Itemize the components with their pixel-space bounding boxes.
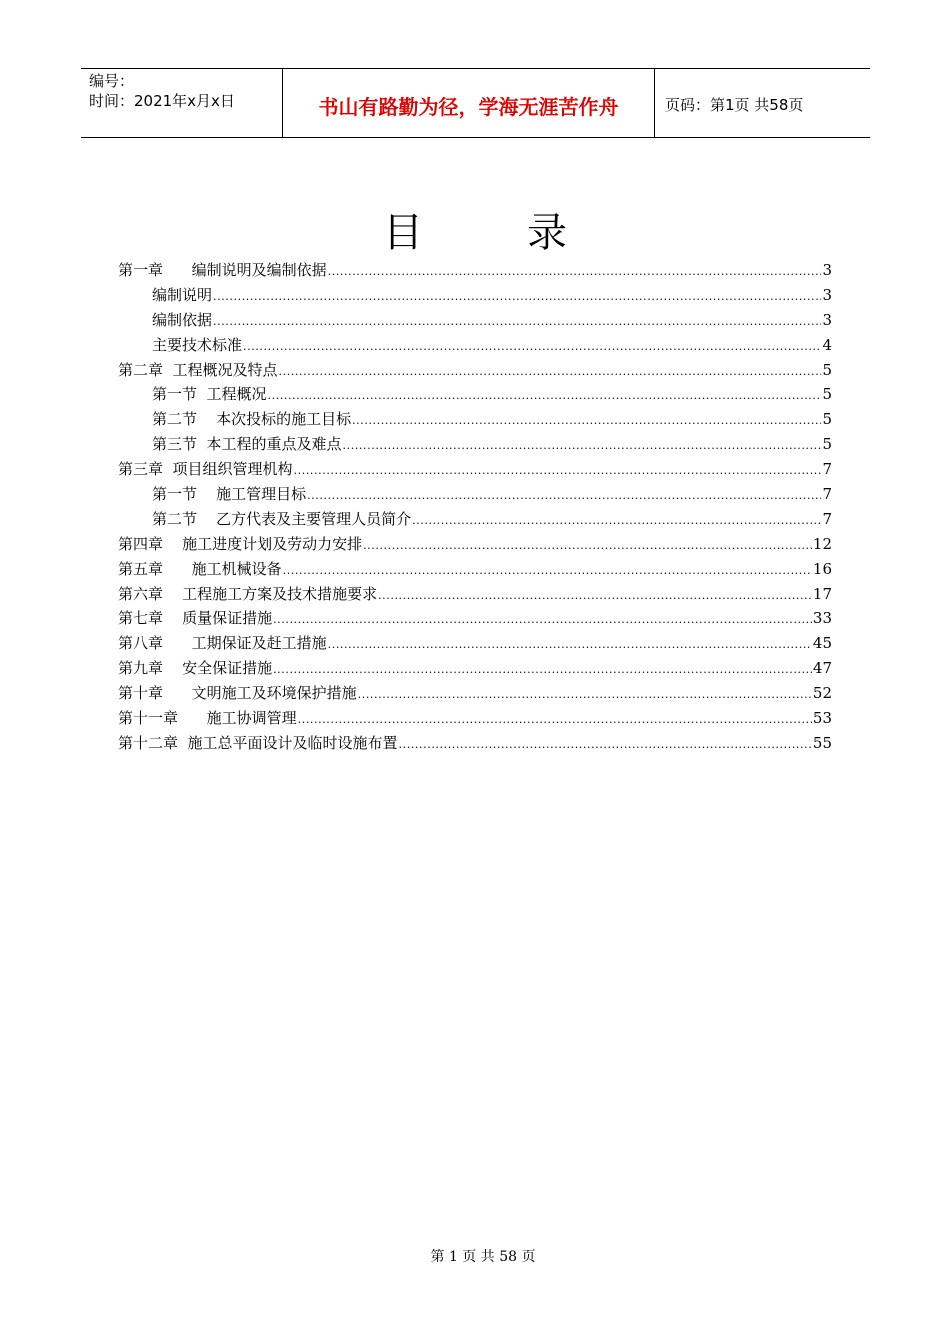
title-char-2: 录 <box>527 210 567 256</box>
toc-leader-dots <box>273 608 812 633</box>
toc-entry[interactable] <box>118 333 832 358</box>
toc-entry-label: 第二节 乙方代表及主要管理人员简介 <box>152 509 412 528</box>
toc-leader-dots <box>279 360 822 385</box>
toc-entry[interactable] <box>118 731 832 756</box>
toc-entry[interactable] <box>118 432 832 457</box>
toc-leader-dots <box>213 310 821 335</box>
toc-entry-page: 55 <box>812 733 832 752</box>
toc-leader-dots <box>363 534 812 559</box>
toc-leader-dots <box>268 384 822 409</box>
toc-entry-label: 第四章 施工进度计划及劳动力安排 <box>118 534 363 553</box>
toc-entry-label: 第八章 工期保证及赶工措施 <box>118 634 327 653</box>
toc-entry-label: 第一节 施工管理目标 <box>152 485 307 504</box>
table-of-contents <box>118 258 832 756</box>
toc-entry-label: 第十一章 施工协调管理 <box>118 709 297 728</box>
toc-entry-page: 16 <box>812 559 832 578</box>
toc-entry[interactable] <box>118 582 832 607</box>
page-footer: 第 1 页 共 58 页 <box>430 1249 536 1265</box>
toc-entry-page: 12 <box>812 534 832 553</box>
toc-leader-dots <box>273 658 812 683</box>
toc-entry-page: 3 <box>822 261 832 279</box>
toc-leader-dots <box>213 285 821 310</box>
toc-entry-page: 17 <box>812 584 832 603</box>
toc-entry-label: 第七章 质量保证措施 <box>118 609 273 628</box>
toc-entry-page: 3 <box>822 285 832 304</box>
toc-entry[interactable] <box>118 681 832 706</box>
toc-entry-label: 第六章 工程施工方案及技术措施要求 <box>118 584 378 603</box>
header-motto: 书山有路勤为径，学海无涯苦作舟 <box>282 69 655 137</box>
toc-entry[interactable] <box>118 382 832 407</box>
title-char-1: 目 <box>383 210 423 256</box>
toc-entry[interactable] <box>118 482 832 507</box>
toc-entry-page: 7 <box>822 485 832 504</box>
toc-entry-label: 编制依据 <box>152 310 213 329</box>
toc-entry-label: 第三章 项目组织管理机构 <box>118 460 293 479</box>
toc-entry[interactable] <box>118 656 832 681</box>
toc-entry-label: 第一节 工程概况 <box>152 385 267 404</box>
toc-entry-label: 第五章 施工机械设备 <box>118 559 282 578</box>
toc-entry[interactable] <box>118 283 832 308</box>
toc-entry-page: 53 <box>812 709 832 728</box>
toc-entry[interactable] <box>118 308 832 333</box>
toc-entry-label: 第三节 本工程的重点及难点 <box>152 435 342 454</box>
toc-leader-dots <box>307 484 821 509</box>
toc-entry-label: 编制说明 <box>152 285 213 304</box>
toc-entry[interactable] <box>118 631 832 656</box>
toc-entry[interactable] <box>118 706 832 731</box>
toc-entry-page: 5 <box>822 435 832 454</box>
toc-entry-page: 3 <box>822 310 832 329</box>
toc-entry-page: 7 <box>822 460 832 479</box>
toc-entry[interactable] <box>118 606 832 631</box>
toc-entry-page: 47 <box>812 659 832 678</box>
toc-entry-label: 第二章 工程概况及特点 <box>118 360 278 379</box>
toc-leader-dots <box>378 584 812 609</box>
toc-entry-page: 52 <box>812 684 832 703</box>
header-page-number: 页码：第1页 共58页 <box>665 95 804 114</box>
toc-leader-dots <box>294 459 822 484</box>
toc-entry-page: 33 <box>812 609 832 628</box>
toc-entry-label: 第十二章 施工总平面设计及临时设施布置 <box>118 733 398 752</box>
page-header <box>81 68 870 138</box>
toc-leader-dots <box>328 260 822 285</box>
toc-leader-dots <box>283 559 812 584</box>
toc-entry-page: 5 <box>822 360 832 379</box>
toc-entry-label: 第一章 编制说明及编制依据 <box>118 261 327 279</box>
toc-entry-page: 4 <box>822 335 832 354</box>
header-meta <box>81 69 282 137</box>
toc-leader-dots <box>358 683 812 708</box>
toc-entry[interactable] <box>118 507 832 532</box>
toc-entry-page: 5 <box>822 385 832 404</box>
toc-leader-dots <box>412 509 821 534</box>
document-number-label: 编号： <box>89 72 135 90</box>
toc-entry-page: 5 <box>822 410 832 429</box>
toc-entry-label: 第十章 文明施工及环境保护措施 <box>118 684 357 703</box>
toc-entry[interactable] <box>118 358 832 383</box>
toc-entry[interactable] <box>118 557 832 582</box>
toc-leader-dots <box>343 434 822 459</box>
toc-entry-page: 45 <box>812 634 832 653</box>
toc-entry-label: 第九章 安全保证措施 <box>118 659 273 678</box>
page-title <box>0 208 950 258</box>
toc-entry-label: 第二节 本次投标的施工目标 <box>152 410 352 429</box>
toc-entry[interactable] <box>118 532 832 557</box>
toc-entry[interactable] <box>118 407 832 432</box>
toc-entry[interactable] <box>118 258 832 283</box>
toc-leader-dots <box>243 335 821 360</box>
toc-leader-dots <box>352 409 821 434</box>
toc-entry-page: 7 <box>822 509 832 528</box>
toc-leader-dots <box>298 708 812 733</box>
document-date-label: 时间：2021年x月x日 <box>89 92 235 110</box>
toc-entry[interactable] <box>118 457 832 482</box>
toc-entry-label: 主要技术标准 <box>152 335 243 354</box>
toc-leader-dots <box>399 733 812 758</box>
toc-leader-dots <box>328 633 812 658</box>
